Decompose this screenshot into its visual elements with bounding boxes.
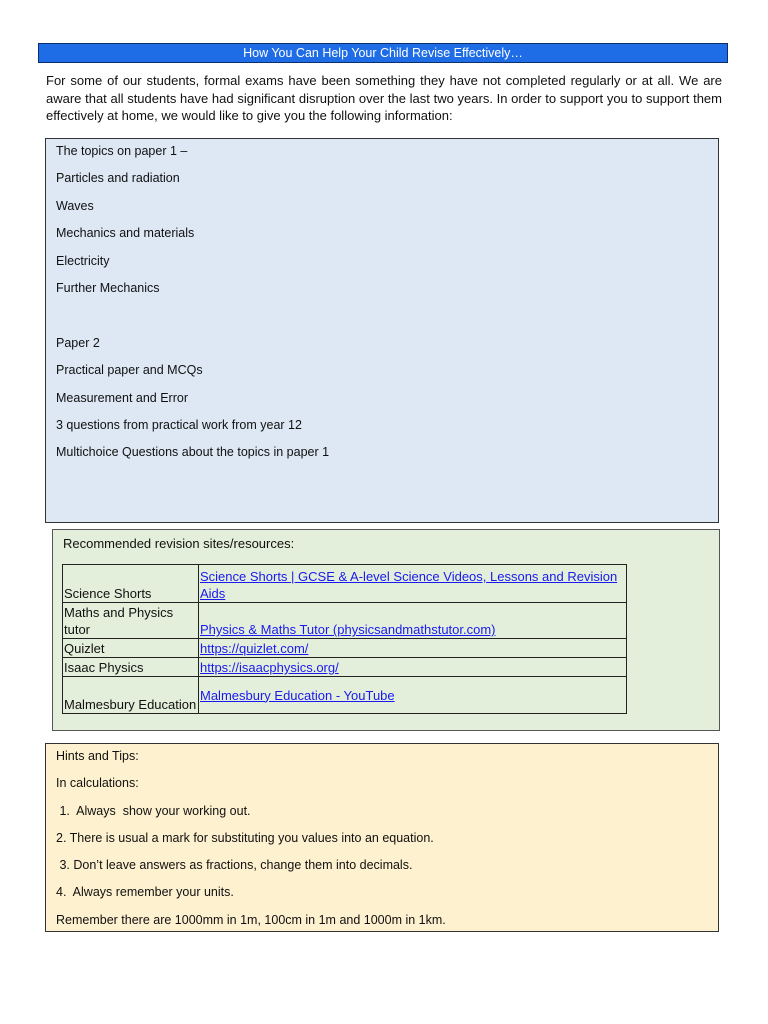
resources-box	[52, 529, 720, 731]
resources-heading: Recommended revision sites/resources:	[63, 536, 295, 551]
resource-link-quizlet[interactable]: https://quizlet.com/	[200, 641, 309, 656]
paper2-topic: Multichoice Questions about the topics in paper 1	[56, 445, 330, 460]
hints-box	[45, 743, 719, 932]
resource-link-cell	[199, 677, 627, 714]
resource-name: Quizlet	[63, 639, 199, 658]
page-title: How You Can Help Your Child Revise Effectively…	[38, 43, 728, 63]
resource-link-physics-maths-tutor[interactable]: Physics & Maths Tutor (physicsandmathstutor.com)	[200, 622, 496, 637]
resource-link-cell	[199, 639, 627, 658]
intro-paragraph: For some of our students, formal exams have been something they have not completed regularly or at all. We are aware that all students have had significant disruption over the last two years. In order to support you to support them effectively at home, we would like to give you the following information:	[46, 73, 722, 123]
resource-name: Science Shorts	[63, 565, 199, 603]
resource-link-isaac-physics[interactable]: https://isaacphysics.org/	[200, 660, 339, 675]
hint-item: 2. There is usual a mark for substituting you values into an equation.	[56, 830, 434, 845]
table-row	[63, 658, 627, 677]
table-row	[63, 677, 627, 714]
paper1-heading: The topics on paper 1 –	[56, 144, 188, 158]
resource-link-science-shorts[interactable]: Science Shorts | GCSE & A-level Science Videos, Lessons and Revision Aids	[200, 569, 618, 601]
hints-subheading: In calculations:	[56, 776, 139, 791]
hint-item: 4. Always remember your units.	[56, 885, 234, 900]
hint-item: 1. Always show your working out.	[56, 803, 251, 818]
paper1-topic: Waves	[56, 198, 94, 213]
spacer	[56, 307, 708, 334]
hints-footer: Remember there are 1000mm in 1m, 100cm in 1m and 1000m in 1km.	[56, 912, 446, 927]
paper1-topic: Particles and radiation	[56, 171, 180, 186]
resource-name: Maths and Physics tutor	[63, 603, 199, 639]
paper1-topic: Electricity	[56, 253, 110, 268]
hints-heading: Hints and Tips:	[56, 749, 139, 763]
resource-link-malmesbury-education[interactable]: Malmesbury Education - YouTube	[200, 687, 395, 703]
hint-item: 3. Don’t leave answers as fractions, change them into decimals.	[56, 858, 413, 873]
paper2-heading: Paper 2	[56, 335, 100, 350]
resources-table	[62, 564, 627, 714]
resource-name: Isaac Physics	[63, 658, 199, 677]
paper1-topic: Mechanics and materials	[56, 226, 195, 241]
resource-link-cell	[199, 658, 627, 677]
resource-link-cell	[199, 565, 627, 603]
table-row	[63, 603, 627, 639]
resource-link-cell	[199, 603, 627, 639]
topics-box	[45, 138, 719, 523]
table-row	[63, 565, 627, 603]
paper2-topic: 3 questions from practical work from year 12	[56, 417, 302, 432]
table-row	[63, 639, 627, 658]
paper2-topic: Practical paper and MCQs	[56, 363, 203, 378]
resource-name: Malmesbury Education	[63, 677, 199, 714]
paper1-topic: Further Mechanics	[56, 280, 160, 295]
paper2-topic: Measurement and Error	[56, 390, 189, 405]
